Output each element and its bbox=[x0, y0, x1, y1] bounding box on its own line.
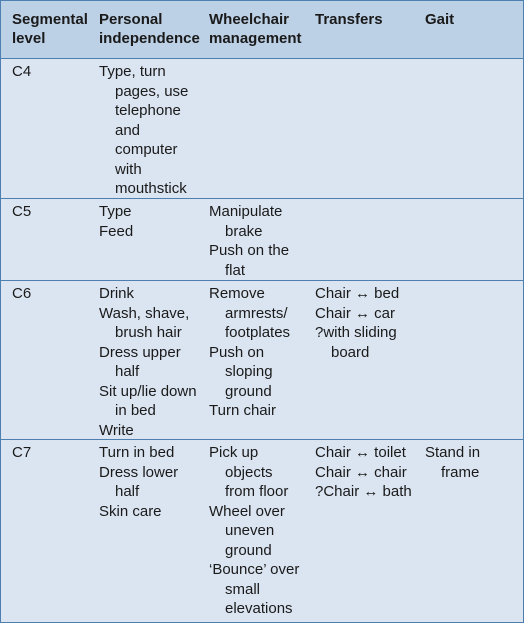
cell-entry bbox=[209, 284, 290, 343]
cell-personal-independence bbox=[99, 202, 133, 241]
cell-gait bbox=[425, 443, 480, 482]
cell-entry bbox=[99, 284, 197, 304]
cell-transfers bbox=[315, 284, 399, 362]
cell-entry bbox=[425, 443, 480, 482]
header-personal-independence: Personal independence bbox=[99, 11, 200, 47]
cell-wheelchair-management bbox=[209, 284, 290, 421]
cell-line: Dress lower bbox=[99, 463, 179, 481]
cell-personal-independence bbox=[99, 443, 178, 521]
cell-line: Manipulate bbox=[209, 203, 283, 220]
cell-entry bbox=[209, 502, 299, 561]
cell-entry bbox=[209, 443, 299, 502]
cell-line: Chair ↔ car bbox=[315, 304, 396, 322]
cell-line: brake bbox=[225, 222, 263, 240]
cell-line: ?with sliding bbox=[315, 324, 397, 341]
table-header bbox=[1, 1, 523, 58]
cell-line: board bbox=[331, 343, 370, 361]
cell-line: computer bbox=[115, 141, 178, 158]
cell-line: Chair ↔ chair bbox=[315, 463, 407, 481]
cell-line: with bbox=[115, 160, 142, 178]
cell-level: C7 bbox=[12, 444, 32, 461]
cell-line: in bed bbox=[115, 402, 156, 419]
cell-entry bbox=[315, 482, 412, 502]
cell-entry bbox=[99, 443, 178, 463]
cell-entry bbox=[99, 421, 197, 441]
cell-line: Turn in bed bbox=[99, 444, 175, 461]
cell-line: ‘Bounce’ over bbox=[209, 561, 300, 578]
cell-entry bbox=[99, 304, 197, 343]
cell-line: Write bbox=[99, 421, 134, 439]
header-segmental-level: Segmental level bbox=[12, 11, 88, 47]
cell-entry bbox=[315, 304, 399, 324]
cell-line: footplates bbox=[225, 324, 291, 341]
cell-level: C6 bbox=[12, 285, 32, 302]
cell-line: ?Chair ↔ bath bbox=[315, 483, 412, 500]
cell-line: Feed bbox=[99, 222, 134, 240]
cell-entry bbox=[99, 343, 197, 382]
cell-entry bbox=[209, 202, 289, 241]
cell-line: half bbox=[115, 363, 140, 380]
cell-personal-independence bbox=[99, 284, 197, 440]
cell-wheelchair-management bbox=[209, 443, 299, 619]
cell-line: mouthstick bbox=[115, 180, 187, 197]
cell-personal-independence bbox=[99, 62, 188, 199]
cell-level: C5 bbox=[12, 203, 32, 220]
cell-line: frame bbox=[441, 463, 480, 481]
header-divider bbox=[1, 58, 523, 59]
header-transfers: Transfers bbox=[315, 11, 383, 28]
cell-line: pages, use bbox=[115, 82, 189, 100]
cell-entry bbox=[99, 62, 188, 199]
cell-line: Wash, shave, bbox=[99, 304, 190, 322]
cell-line: from floor bbox=[225, 483, 289, 500]
cell-line: Type, turn bbox=[99, 63, 166, 80]
cell-entry bbox=[99, 222, 133, 242]
cell-line: elevations bbox=[225, 600, 293, 617]
cell-entry bbox=[209, 343, 290, 402]
cell-line: and bbox=[115, 121, 141, 139]
header-wheelchair-management: Wheelchair management bbox=[209, 11, 302, 47]
cell-line: ground bbox=[225, 382, 272, 400]
cell-line: Push on bbox=[209, 343, 265, 361]
cell-entry bbox=[99, 202, 133, 222]
cell-line: flat bbox=[225, 261, 246, 279]
cell-line: objects bbox=[225, 463, 273, 481]
cell-entry bbox=[99, 502, 178, 522]
cell-entry bbox=[315, 463, 412, 483]
cell-entry bbox=[315, 323, 399, 362]
cell-line: telephone bbox=[115, 102, 181, 119]
row-divider bbox=[1, 198, 523, 199]
cell-line: Wheel over bbox=[209, 502, 285, 520]
cell-line: Type bbox=[99, 203, 132, 220]
cell-line: armrests/ bbox=[225, 304, 288, 322]
cell-entry bbox=[315, 284, 399, 304]
cell-wheelchair-management bbox=[209, 202, 289, 280]
cell-line: Chair ↔ toilet bbox=[315, 444, 406, 461]
cell-line: Drink bbox=[99, 285, 135, 302]
cell-line: Sit up/lie down bbox=[99, 382, 197, 400]
cell-entry bbox=[99, 463, 178, 502]
cell-line: small bbox=[225, 580, 261, 598]
row-divider bbox=[1, 280, 523, 281]
cell-entry bbox=[315, 443, 412, 463]
cell-line: Pick up bbox=[209, 444, 259, 461]
cell-line: Turn chair bbox=[209, 402, 276, 419]
cell-entry bbox=[209, 401, 290, 421]
cell-line: sloping bbox=[225, 363, 273, 380]
cell-line: Push on the bbox=[209, 242, 290, 259]
cell-entry bbox=[99, 382, 197, 421]
cell-line: Dress upper bbox=[99, 343, 181, 361]
cell-line: Stand in bbox=[425, 444, 481, 461]
cell-line: brush hair bbox=[115, 324, 182, 341]
cell-level: C4 bbox=[12, 63, 32, 80]
cell-line: Remove bbox=[209, 285, 265, 302]
cell-entry bbox=[209, 241, 289, 280]
cell-line: half bbox=[115, 483, 140, 500]
cell-line: ground bbox=[225, 541, 272, 559]
cell-line: uneven bbox=[225, 522, 275, 539]
row-divider bbox=[1, 439, 523, 440]
cell-line: Skin care bbox=[99, 502, 162, 520]
cell-line: Chair ↔ bed bbox=[315, 285, 400, 302]
header-gait: Gait bbox=[425, 11, 455, 28]
cell-transfers bbox=[315, 443, 412, 502]
cell-entry bbox=[209, 560, 299, 619]
